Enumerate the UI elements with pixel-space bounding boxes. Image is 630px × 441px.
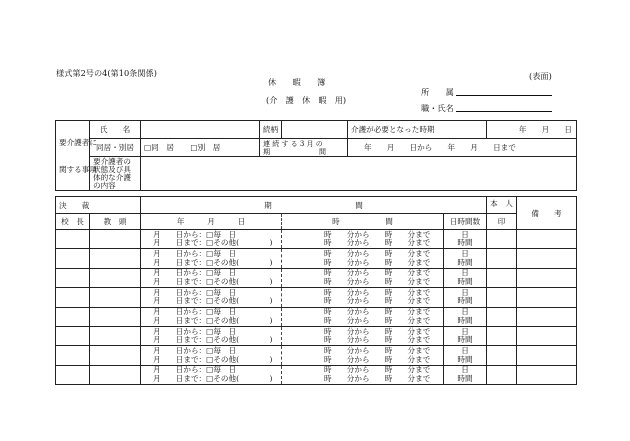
hours-unit: 時間 xyxy=(457,354,473,364)
time-line-1: 時 分から 時 分まで xyxy=(324,365,431,375)
remarks-cell[interactable] xyxy=(517,288,577,307)
hours-unit: 時間 xyxy=(457,238,473,248)
hours-days-header: 日時間数 xyxy=(444,214,487,230)
days-unit: 日 xyxy=(461,249,469,259)
date-range-cell[interactable] xyxy=(141,230,282,249)
days-unit: 日 xyxy=(461,365,469,375)
date-to-line: 月 日まで：□その他( ) xyxy=(153,315,273,325)
time-line-2: 時 分から 時 分まで xyxy=(324,276,431,286)
time-line-1: 時 分から 時 分まで xyxy=(324,268,431,278)
time-line-1: 時 分から 時 分まで xyxy=(324,307,431,317)
count-cell[interactable] xyxy=(444,230,487,249)
log-row xyxy=(56,268,577,287)
count-cell[interactable] xyxy=(444,288,487,307)
name-field[interactable] xyxy=(456,103,552,112)
self-label: 本 人 xyxy=(487,197,517,214)
time-line-2: 時 分から 時 分まで xyxy=(324,315,431,325)
time-line-2: 時 分から 時 分まで xyxy=(324,238,431,248)
vice-principal-seal-cell[interactable] xyxy=(90,288,141,307)
date-from-line: 月 日から：□毎 日 xyxy=(153,346,237,356)
cohabit-checkbox[interactable]: □同 居 xyxy=(144,143,174,152)
time-range-cell[interactable] xyxy=(282,230,444,249)
time-range-cell[interactable] xyxy=(282,268,444,287)
self-seal-cell[interactable] xyxy=(487,288,517,307)
form-number: 様式第2号の4(第10条関係) xyxy=(56,68,157,78)
vice-principal-seal-cell[interactable] xyxy=(90,346,141,365)
name-label: 職・氏名 xyxy=(421,102,454,113)
time-line-2: 時 分から 時 分まで xyxy=(324,373,431,383)
self-seal-cell[interactable] xyxy=(487,249,517,268)
relation-field[interactable] xyxy=(282,121,348,139)
remarks-cell[interactable] xyxy=(517,307,577,326)
count-cell[interactable] xyxy=(444,307,487,326)
hours-unit: 時間 xyxy=(457,276,473,286)
days-unit: 日 xyxy=(461,326,469,336)
time-header: 時 間 xyxy=(282,214,444,230)
time-line-2: 時 分から 時 分まで xyxy=(324,335,431,345)
care-subject-cell xyxy=(56,121,97,191)
document-subtitle: (介 護 休 暇 用) xyxy=(266,95,347,105)
self-seal-cell[interactable] xyxy=(487,365,517,384)
affiliation-field[interactable] xyxy=(456,87,552,96)
person-name-field[interactable] xyxy=(141,121,260,139)
principal-seal-cell[interactable] xyxy=(56,307,90,326)
date-to-line: 月 日まで：□その他( ) xyxy=(153,354,273,364)
relation-label: 続柄 xyxy=(260,121,282,139)
hours-unit: 時間 xyxy=(457,373,473,383)
principal-label: 校 長 xyxy=(56,214,90,230)
log-row xyxy=(56,249,577,268)
care-needed-label: 介護が必要となった時期 xyxy=(348,121,487,139)
hours-unit: 時間 xyxy=(457,296,473,306)
info-row-cohabit xyxy=(56,139,577,157)
info-row-name xyxy=(56,121,577,139)
hours-unit: 時間 xyxy=(457,315,473,325)
leave-form-table xyxy=(55,120,577,385)
count-cell[interactable] xyxy=(444,346,487,365)
self-seal-cell[interactable] xyxy=(487,326,517,345)
self-seal-cell[interactable] xyxy=(487,307,517,326)
care-needed-value[interactable]: 年 月 日 xyxy=(487,121,577,139)
date-range-cell[interactable] xyxy=(141,365,282,384)
log-header-row-1 xyxy=(56,197,577,214)
vice-principal-seal-cell[interactable] xyxy=(90,326,141,345)
days-unit: 日 xyxy=(461,268,469,278)
time-range-cell[interactable] xyxy=(282,288,444,307)
self-seal-cell[interactable] xyxy=(487,346,517,365)
cohabit-options xyxy=(141,139,260,157)
period-label-1: 連 続 す る 3 月 の xyxy=(263,139,323,148)
time-range-cell[interactable] xyxy=(282,307,444,326)
approval-label: 決 裁 xyxy=(56,197,141,214)
date-header: 年 月 日 xyxy=(141,214,282,230)
affiliation-row xyxy=(421,87,552,96)
time-range-cell[interactable] xyxy=(282,365,444,384)
principal-seal-cell[interactable] xyxy=(56,249,90,268)
date-range-cell[interactable] xyxy=(141,288,282,307)
condition-label-4: の内容 xyxy=(93,180,116,190)
care-subject-label-2: 関する事項 xyxy=(59,164,97,174)
remarks-cell[interactable] xyxy=(517,365,577,384)
time-line-1: 時 分から 時 分まで xyxy=(324,346,431,356)
vice-principal-seal-cell[interactable] xyxy=(90,249,141,268)
vice-principal-seal-cell[interactable] xyxy=(90,307,141,326)
date-range-cell[interactable] xyxy=(141,326,282,345)
count-cell[interactable] xyxy=(444,268,487,287)
condition-label-3: 体的な介護 xyxy=(93,172,131,182)
vice-principal-seal-cell[interactable] xyxy=(90,365,141,384)
time-line-1: 時 分から 時 分まで xyxy=(324,287,431,297)
date-range-cell[interactable] xyxy=(141,249,282,268)
time-line-2: 時 分から 時 分まで xyxy=(324,257,431,267)
date-range-cell[interactable] xyxy=(141,346,282,365)
log-body xyxy=(56,230,577,385)
log-row xyxy=(56,288,577,307)
principal-seal-cell[interactable] xyxy=(56,288,90,307)
time-range-cell[interactable] xyxy=(282,346,444,365)
log-row xyxy=(56,346,577,365)
date-from-line: 月 日から：□毎 日 xyxy=(153,268,237,278)
time-line-1: 時 分から 時 分まで xyxy=(324,249,431,259)
remarks-cell[interactable] xyxy=(517,326,577,345)
date-range-cell[interactable] xyxy=(141,268,282,287)
remarks-cell[interactable] xyxy=(517,230,577,249)
date-range-cell[interactable] xyxy=(141,307,282,326)
log-row xyxy=(56,365,577,384)
remarks-label: 備 考 xyxy=(517,197,577,230)
hours-unit: 時間 xyxy=(457,257,473,267)
vice-principal-seal-cell[interactable] xyxy=(90,268,141,287)
days-unit: 日 xyxy=(461,346,469,356)
remarks-cell[interactable] xyxy=(517,249,577,268)
date-from-line: 月 日から：□毎 日 xyxy=(153,287,237,297)
period-value[interactable]: 年 月 日から 年 月 日まで xyxy=(348,139,577,157)
name-row xyxy=(421,103,552,112)
count-cell[interactable] xyxy=(444,365,487,384)
hours-unit: 時間 xyxy=(457,335,473,345)
date-from-line: 月 日から：□毎 日 xyxy=(153,307,237,317)
count-cell[interactable] xyxy=(444,249,487,268)
remarks-cell[interactable] xyxy=(517,346,577,365)
condition-field[interactable] xyxy=(141,157,577,191)
date-to-line: 月 日まで：□その他( ) xyxy=(153,238,273,248)
side-label: (表面) xyxy=(529,71,552,81)
vice-principal-seal-cell[interactable] xyxy=(90,230,141,249)
separate-checkbox[interactable]: □別 居 xyxy=(190,143,221,152)
time-line-2: 時 分から 時 分まで xyxy=(324,354,431,364)
remarks-cell[interactable] xyxy=(517,268,577,287)
days-unit: 日 xyxy=(461,307,469,317)
time-line-2: 時 分から 時 分まで xyxy=(324,296,431,306)
time-range-cell[interactable] xyxy=(282,249,444,268)
self-seal-cell[interactable] xyxy=(487,230,517,249)
days-unit: 日 xyxy=(461,287,469,297)
person-name-label: 氏 名 xyxy=(90,121,141,139)
date-from-line: 月 日から：□毎 日 xyxy=(153,326,237,336)
date-to-line: 月 日まで：□その他( ) xyxy=(153,373,273,383)
log-row xyxy=(56,326,577,345)
self-seal-cell[interactable] xyxy=(487,268,517,287)
condition-label-2: 状態及び具 xyxy=(93,164,131,174)
log-header-row-2 xyxy=(56,214,577,230)
vice-principal-label: 教 頭 xyxy=(90,214,141,230)
log-row xyxy=(56,230,577,249)
principal-seal-cell[interactable] xyxy=(56,268,90,287)
time-line-1: 時 分から 時 分まで xyxy=(324,229,431,239)
condition-label-cell xyxy=(90,157,141,191)
principal-seal-cell[interactable] xyxy=(56,230,90,249)
date-from-line: 月 日から：□毎 日 xyxy=(153,229,237,239)
date-to-line: 月 日まで：□その他( ) xyxy=(153,335,273,345)
date-to-line: 月 日まで：□その他( ) xyxy=(153,276,273,286)
count-cell[interactable] xyxy=(444,326,487,345)
principal-seal-cell[interactable] xyxy=(56,346,90,365)
principal-seal-cell[interactable] xyxy=(56,365,90,384)
info-row-condition xyxy=(56,157,577,191)
period-label-cell xyxy=(260,139,348,157)
date-from-line: 月 日から：□毎 日 xyxy=(153,249,237,259)
date-from-line: 月 日から：□毎 日 xyxy=(153,365,237,375)
period-header: 期 間 xyxy=(141,197,487,214)
principal-seal-cell[interactable] xyxy=(56,326,90,345)
seal-label: 印 xyxy=(487,214,517,230)
period-label-2: 期 間 xyxy=(263,147,326,156)
document-title: 休 暇 簿 xyxy=(268,77,326,87)
date-to-line: 月 日まで：□その他( ) xyxy=(153,296,273,306)
date-to-line: 月 日まで：□その他( ) xyxy=(153,257,273,267)
log-row xyxy=(56,307,577,326)
time-range-cell[interactable] xyxy=(282,326,444,345)
days-unit: 日 xyxy=(461,229,469,239)
condition-label-1: 要介護者の xyxy=(93,156,131,166)
time-line-1: 時 分から 時 分まで xyxy=(324,326,431,336)
cohabit-label: 同居・別居 xyxy=(90,139,141,157)
care-subject-label-1: 要介護者に xyxy=(59,137,97,147)
affiliation-label: 所 属 xyxy=(421,86,454,97)
